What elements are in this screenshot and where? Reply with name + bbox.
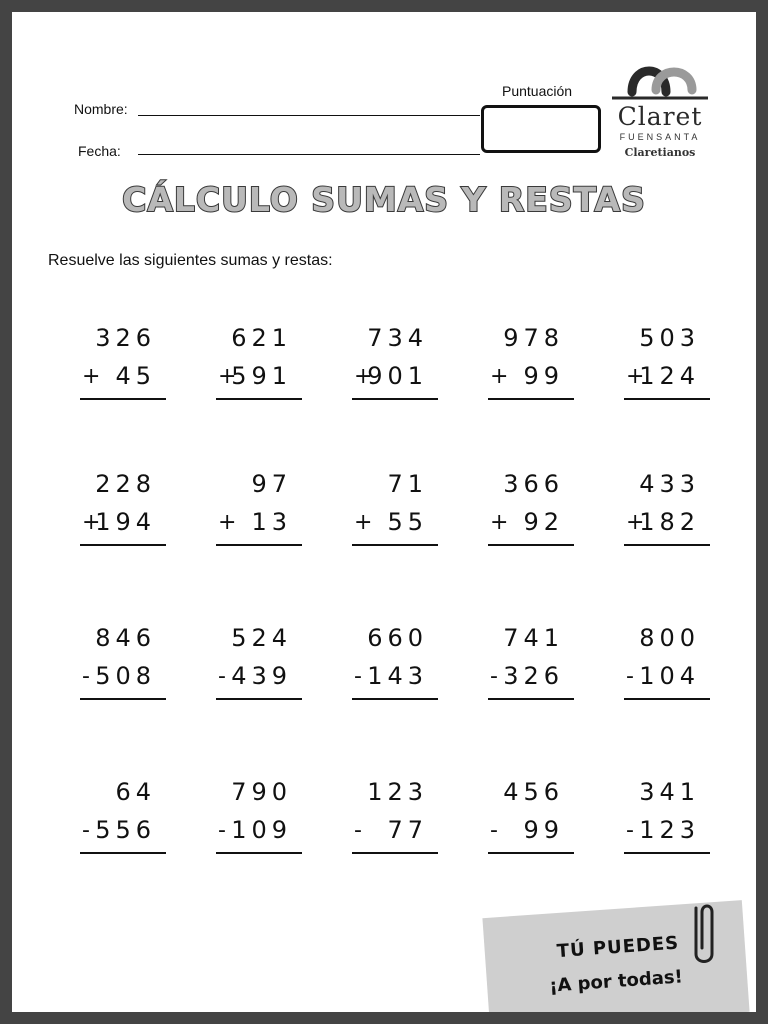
- problem-bottom-number: 326: [503, 662, 564, 690]
- name-label: Nombre:: [74, 101, 128, 117]
- problem-bottom-number: 99: [523, 816, 564, 844]
- answer-line[interactable]: [80, 698, 166, 700]
- plus-sign: +: [218, 364, 237, 389]
- problem-top-number: 621: [231, 324, 292, 352]
- answer-line[interactable]: [216, 698, 302, 700]
- problem-top-number: 741: [503, 624, 564, 652]
- problem-top-number: 433: [639, 470, 700, 498]
- answer-line[interactable]: [624, 698, 710, 700]
- answer-line[interactable]: [216, 544, 302, 546]
- answer-line[interactable]: [352, 398, 438, 400]
- problem-6: [60, 470, 170, 550]
- answer-line[interactable]: [80, 852, 166, 854]
- minus-sign: -: [626, 664, 634, 689]
- problem-top-number: 846: [95, 624, 156, 652]
- problem-bottom-number: 77: [387, 816, 428, 844]
- problem-17: [196, 778, 306, 858]
- paperclip-icon: [688, 898, 718, 968]
- plus-sign: +: [82, 510, 101, 535]
- answer-line[interactable]: [216, 398, 302, 400]
- minus-sign: -: [354, 818, 362, 843]
- problem-3: [332, 324, 442, 404]
- problem-1: [60, 324, 170, 404]
- problem-top-number: 524: [231, 624, 292, 652]
- problem-10: [604, 470, 714, 550]
- plus-sign: +: [626, 364, 645, 389]
- logo-subtitle: FUENSANTA: [619, 132, 701, 142]
- minus-sign: -: [218, 818, 226, 843]
- problem-top-number: 660: [367, 624, 428, 652]
- answer-line[interactable]: [488, 544, 574, 546]
- problem-4: [468, 324, 578, 404]
- problem-top-number: 790: [231, 778, 292, 806]
- plus-sign: +: [354, 364, 373, 389]
- problem-bottom-number: 55: [387, 508, 428, 536]
- logo-claretianos: Claretianos: [624, 146, 696, 159]
- problem-top-number: 734: [367, 324, 428, 352]
- problem-top-number: 123: [367, 778, 428, 806]
- problem-top-number: 97: [251, 470, 292, 498]
- plus-sign: +: [490, 510, 509, 535]
- problem-top-number: 326: [95, 324, 156, 352]
- plus-sign: +: [218, 510, 237, 535]
- answer-line[interactable]: [624, 544, 710, 546]
- plus-sign: +: [626, 510, 645, 535]
- problem-bottom-number: 45: [115, 362, 156, 390]
- problem-top-number: 503: [639, 324, 700, 352]
- problem-bottom-number: 99: [523, 362, 564, 390]
- logo-name: Claret: [617, 102, 703, 131]
- answer-line[interactable]: [624, 852, 710, 854]
- problem-19: [468, 778, 578, 858]
- problem-bottom-number: 591: [231, 362, 292, 390]
- problem-2: [196, 324, 306, 404]
- problem-7: [196, 470, 306, 550]
- problem-16: [60, 778, 170, 858]
- problem-top-number: 978: [503, 324, 564, 352]
- problem-top-number: 341: [639, 778, 700, 806]
- instruction-text: Resuelve las siguientes sumas y restas:: [48, 252, 333, 269]
- problem-bottom-number: 182: [639, 508, 700, 536]
- answer-line[interactable]: [488, 398, 574, 400]
- problem-bottom-number: 92: [523, 508, 564, 536]
- problem-top-number: 228: [95, 470, 156, 498]
- minus-sign: -: [490, 818, 498, 843]
- problem-grid: [12, 12, 756, 1012]
- problem-bottom-number: 556: [95, 816, 156, 844]
- minus-sign: -: [218, 664, 226, 689]
- problem-bottom-number: 123: [639, 816, 700, 844]
- problem-11: [60, 624, 170, 704]
- problem-bottom-number: 104: [639, 662, 700, 690]
- problem-bottom-number: 143: [367, 662, 428, 690]
- problem-bottom-number: 508: [95, 662, 156, 690]
- problem-9: [468, 470, 578, 550]
- date-label: Fecha:: [78, 143, 121, 159]
- minus-sign: -: [82, 664, 90, 689]
- problem-5: [604, 324, 714, 404]
- problem-12: [196, 624, 306, 704]
- problem-top-number: 366: [503, 470, 564, 498]
- problem-15: [604, 624, 714, 704]
- answer-line[interactable]: [624, 398, 710, 400]
- note-line-1: TÚ PUEDES: [556, 932, 680, 963]
- problem-top-number: 800: [639, 624, 700, 652]
- score-label: Puntuación: [502, 83, 573, 99]
- problem-13: [332, 624, 442, 704]
- answer-line[interactable]: [352, 698, 438, 700]
- problem-bottom-number: 439: [231, 662, 292, 690]
- plus-sign: +: [82, 364, 101, 389]
- minus-sign: -: [626, 818, 634, 843]
- plus-sign: +: [490, 364, 509, 389]
- answer-line[interactable]: [216, 852, 302, 854]
- note-line-2: ¡A por todas!: [548, 966, 684, 997]
- problem-bottom-number: 124: [639, 362, 700, 390]
- answer-line[interactable]: [352, 852, 438, 854]
- minus-sign: -: [354, 664, 362, 689]
- problem-18: [332, 778, 442, 858]
- minus-sign: -: [82, 818, 90, 843]
- problem-bottom-number: 194: [95, 508, 156, 536]
- problem-bottom-number: 901: [367, 362, 428, 390]
- worksheet-title: CÁLCULO SUMAS Y RESTAS: [122, 180, 646, 219]
- problem-top-number: 456: [503, 778, 564, 806]
- answer-line[interactable]: [80, 398, 166, 400]
- problem-top-number: 64: [115, 778, 156, 806]
- answer-line[interactable]: [488, 698, 574, 700]
- problem-8: [332, 470, 442, 550]
- problem-bottom-number: 13: [251, 508, 292, 536]
- worksheet-page: [12, 12, 756, 1012]
- problem-bottom-number: 109: [231, 816, 292, 844]
- minus-sign: -: [490, 664, 498, 689]
- answer-line[interactable]: [352, 544, 438, 546]
- problem-14: [468, 624, 578, 704]
- problem-20: [604, 778, 714, 858]
- plus-sign: +: [354, 510, 373, 535]
- answer-line[interactable]: [80, 544, 166, 546]
- answer-line[interactable]: [488, 852, 574, 854]
- problem-top-number: 71: [387, 470, 428, 498]
